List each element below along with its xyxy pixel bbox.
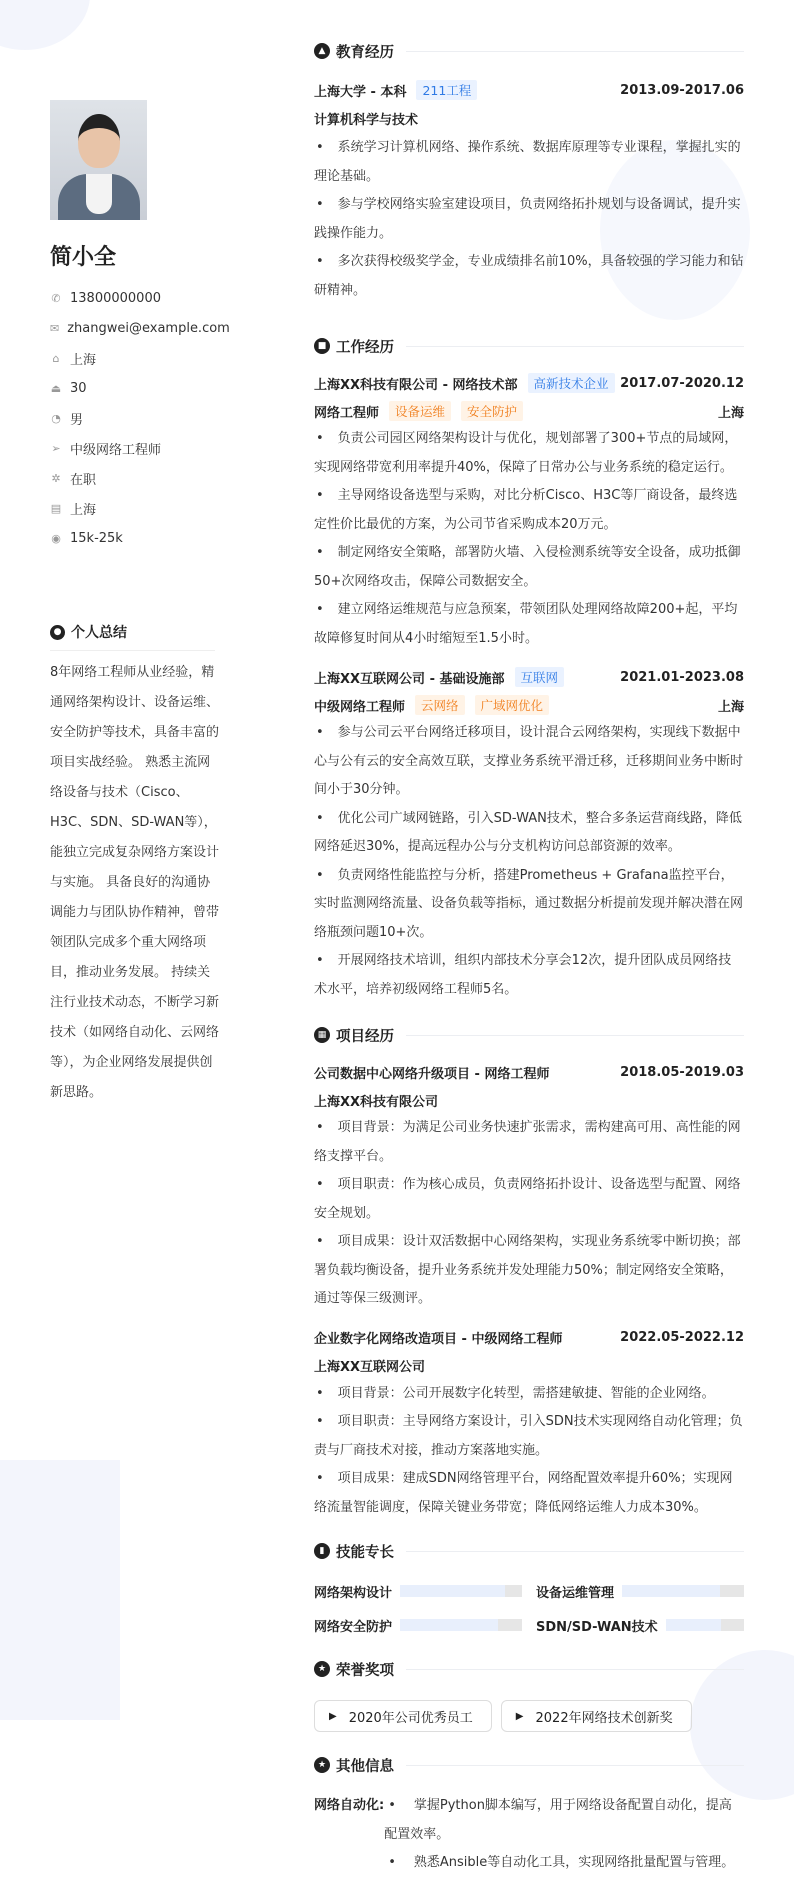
bullet-item: • 参与学校网络实验室建设项目，负责网络拓扑规划与设备调试，提升实践操作能力。 — [314, 191, 744, 248]
skill-bar-fill — [622, 1585, 720, 1597]
skill-name: 网络安全防护 — [314, 1619, 393, 1635]
avatar-photo — [50, 100, 147, 220]
role: 中级网络工程师 — [314, 699, 406, 715]
bullet-item: • 熟悉Ansible等自动化工具，实现网络批量配置与管理。 — [384, 1849, 744, 1878]
section-title: 荣誉奖项 — [336, 1662, 394, 1679]
bullet-item: • 项目成果：建成SDN网络管理平台，网络配置效率提升60%；实现网络流量智能调度，保障关键业务带宽；降低网络运维人力成本30%。 — [314, 1465, 744, 1522]
projects-heading — [314, 1024, 744, 1046]
bullet-item: • 项目成果：设计双活数据中心网络架构，实现业务系统零中断切换；部署负载均衡设备，提升业务系统并发处理能力50%；制定网络安全策略，通过等保三级测评。 — [314, 1228, 744, 1314]
award-icon: ★ — [314, 1661, 330, 1677]
bullet-item: • 负责公司园区网络架构设计与优化，规划部署了300+节点的局域网，实现网络带宽利用率提升40%，保障了日常办公与业务系统的稳定运行。 — [314, 425, 744, 482]
job-bullets — [314, 425, 744, 653]
graduation-cap-icon: ▲ — [314, 43, 330, 59]
contact-value: 男 — [70, 412, 84, 428]
bullet-item: • 制定网络安全策略，部署防火墙、入侵检测系统等安全设备，成功抵御50+次网络攻击，保障公司数据安全。 — [314, 539, 744, 596]
project-bullets — [314, 1114, 744, 1314]
job-date: 2021.01-2023.08 — [620, 669, 744, 685]
job-left — [314, 667, 564, 687]
award-label: 2020年公司优秀员工 — [348, 1710, 473, 1726]
bullet-item: • 建立网络运维规范与应急预案，带领团队处理网络故障200+起，平均故障修复时间从4小时缩短至1.5小时。 — [314, 596, 744, 653]
bullet-item: • 主导网络设备选型与采购，对比分析Cisco、H3C等厂商设备，最终选定性价比最优的方案，为公司节省采购成本20万元。 — [314, 482, 744, 539]
award-label: 2022年网络技术创新奖 — [535, 1710, 673, 1726]
bullet-item: • 项目背景：公司开展数字化转型，需搭建敏捷、智能的企业网络。 — [314, 1380, 744, 1409]
project-date: 2018.05-2019.03 — [620, 1064, 744, 1080]
award-badge — [501, 1700, 692, 1732]
bullet-item: • 多次获得校级奖学金，专业成绩排名前10%，具备较强的学习能力和钻研精神。 — [314, 248, 744, 305]
skill-item — [314, 1580, 522, 1602]
awards-heading — [314, 1658, 744, 1680]
job-header — [314, 663, 744, 691]
skill-bar-fill — [400, 1619, 498, 1631]
project-org: 上海XX科技有限公司 — [314, 1094, 439, 1110]
salary-icon: ◉ — [51, 531, 61, 545]
section-title: 其他信息 — [336, 1758, 394, 1775]
skill-name: 网络架构设计 — [314, 1585, 393, 1601]
skill-name: SDN/SD-WAN技术 — [536, 1619, 658, 1635]
play-triangle-icon: ▶ — [329, 1710, 337, 1722]
phone-icon: ✆ — [51, 291, 61, 305]
skill-tag: 广域网优化 — [475, 695, 550, 715]
candidate-name: 简小全 — [50, 245, 117, 270]
building-icon: ▤ — [50, 501, 62, 515]
major: 计算机科学与技术 — [314, 112, 419, 128]
play-triangle-icon: ▶ — [515, 1710, 524, 1722]
project-date: 2022.05-2022.12 — [620, 1330, 744, 1345]
skill-tag: 云网络 — [415, 695, 465, 715]
contact-row — [50, 433, 220, 463]
project-entry — [314, 1324, 744, 1523]
summary-heading — [50, 622, 215, 651]
contact-value: zhangwei@example.com — [67, 320, 230, 336]
skill-name: 设备运维管理 — [536, 1585, 615, 1601]
contact-value: 13800000000 — [70, 290, 161, 306]
contact-row — [50, 283, 220, 313]
skill-item — [536, 1580, 744, 1602]
summary-text: 8年网络工程师从业经验，精通网络架构设计、设备运维、安全防护等技术，具备丰富的项目实战经验。 熟悉主流网络设备与技术（Cisco、H3C、SDN、SD-WAN等），能独立完成复杂网络方案设计与实施。 具备良好的沟通协调能力与团队协作精神，曾带领团队完成多个重大网络项目，推动业务发展。 持续关注行业技术动态，不断学习新技术（如网络自动化、云网络等），为企业网络发展提供创新思路。 — [50, 665, 220, 1100]
section-title: 教育经历 — [336, 44, 394, 61]
skill-bar — [622, 1585, 744, 1597]
job-role-row — [314, 397, 744, 425]
bullet-item: • 掌握Python脚本编写，用于网络设备配置自动化，提高配置效率。 — [384, 1792, 744, 1849]
project-name: 企业数字化网络改造项目 - 中级网络工程师 — [314, 1332, 563, 1347]
job-entry — [314, 369, 744, 653]
skills-heading — [314, 1540, 744, 1562]
company: 上海XX互联网公司 - 基础设施部 — [314, 671, 505, 687]
skill-bar — [666, 1619, 744, 1631]
gender-icon: ◔ — [51, 411, 61, 425]
bullet-item: • 项目职责：作为核心成员，负责网络拓扑设计、设备选型与配置、网络安全规划。 — [314, 1171, 744, 1228]
company: 上海XX科技有限公司 - 网络技术部 — [314, 377, 518, 393]
bar-chart-icon: ▮ — [314, 1543, 330, 1559]
project-header — [314, 1324, 744, 1352]
status-icon: ✲ — [51, 471, 61, 485]
contact-row — [50, 403, 220, 433]
project-org-row — [314, 1352, 744, 1380]
role-left — [314, 695, 549, 715]
job-role-row — [314, 691, 744, 719]
profile-sidebar — [50, 100, 230, 553]
project-header — [314, 1058, 744, 1086]
job-date: 2017.07-2020.12 — [620, 375, 744, 391]
job-left — [314, 373, 615, 393]
project-entry — [314, 1058, 744, 1314]
skill-tag: 安全防护 — [461, 401, 523, 421]
bullet-item: • 负责网络性能监控与分析，搭建Prometheus + Grafana监控平台，实时监测网络流量、设备负载等指标，通过数据分析提前发现并解决潜在网络瓶颈问题10+次。 — [314, 862, 744, 948]
section-title: 技能专长 — [336, 1544, 394, 1561]
user-icon: ● — [50, 625, 65, 640]
contact-row — [50, 343, 220, 373]
contact-value: 15k-25k — [70, 530, 123, 546]
city: 上海 — [717, 699, 744, 715]
company-tag: 互联网 — [515, 667, 565, 687]
contact-value: 中级网络工程师 — [70, 442, 162, 458]
role: 网络工程师 — [314, 405, 380, 421]
city: 上海 — [717, 405, 744, 421]
school-tag: 211工程 — [416, 80, 477, 100]
contact-value: 在职 — [70, 472, 97, 488]
star-icon: ★ — [314, 1757, 330, 1773]
bullet-item: • 开展网络技术培训，组织内部技术分享会12次，提升团队成员网络技术水平，培养初级网络工程师5名。 — [314, 947, 744, 1004]
contact-row — [50, 523, 220, 553]
main-content — [314, 40, 744, 1878]
school: 上海大学 - 本科 — [314, 84, 407, 100]
skill-bar — [400, 1619, 522, 1631]
education-heading — [314, 40, 744, 62]
contact-value: 30 — [70, 380, 87, 396]
section-title: 工作经历 — [336, 339, 394, 356]
bullet-item: • 项目职责：主导网络方案设计，引入SDN技术实现网络自动化管理；负责与厂商技术对接，推动方案落地实施。 — [314, 1408, 744, 1465]
project-bullets — [314, 1380, 744, 1523]
mail-icon: ✉ — [50, 321, 60, 335]
other-heading — [314, 1754, 744, 1776]
role-left — [314, 401, 523, 421]
award-badge — [314, 1700, 492, 1732]
contact-value: 上海 — [70, 352, 97, 368]
project-org: 上海XX互联网公司 — [314, 1360, 426, 1375]
company-tag: 高新技术企业 — [528, 373, 615, 393]
bullet-item: • 系统学习计算机网络、操作系统、数据库原理等专业课程，掌握扎实的理论基础。 — [314, 134, 744, 191]
skill-item — [536, 1614, 744, 1636]
skill-bar-fill — [400, 1585, 505, 1597]
edu-date: 2013.09-2017.06 — [620, 82, 744, 98]
job-bullets — [314, 719, 744, 1004]
work-heading — [314, 335, 744, 357]
home-icon: ⌂ — [52, 351, 60, 365]
contact-row — [50, 373, 220, 403]
job-header — [314, 369, 744, 397]
contact-value: 上海 — [70, 502, 97, 518]
job-entry — [314, 663, 744, 1004]
project-name: 公司数据中心网络升级项目 - 网络工程师 — [314, 1066, 550, 1082]
age-icon: ⏏ — [50, 381, 62, 395]
summary-title: 个人总结 — [71, 625, 127, 641]
briefcase-icon: ■ — [314, 338, 330, 354]
contact-row — [50, 463, 220, 493]
bullet-item: • 优化公司广域网链路，引入SD-WAN技术，整合多条运营商线路，降低网络延迟30%，提高远程办公与分支机构访问总部资源的效率。 — [314, 805, 744, 862]
send-icon: ➢ — [51, 441, 61, 455]
skill-item — [314, 1614, 522, 1636]
bullet-item: • 参与公司云平台网络迁移项目，设计混合云网络架构，实现线下数据中心与公有云的安全高效互联，支撑业务系统平滑迁移，迁移期间业务中断时间小于30分钟。 — [314, 719, 744, 805]
contact-row — [50, 313, 230, 343]
section-title: 项目经历 — [336, 1028, 394, 1045]
contact-row — [50, 493, 220, 523]
bullet-item: • 项目背景：为满足公司业务快速扩张需求，需构建高可用、高性能的网络支撑平台。 — [314, 1114, 744, 1171]
grid-icon: ▦ — [314, 1027, 330, 1043]
skill-tag: 设备运维 — [389, 401, 451, 421]
skill-bar-fill — [666, 1619, 721, 1631]
project-org-row — [314, 1086, 744, 1114]
skill-bar — [400, 1585, 522, 1597]
other-label: 网络自动化: — [314, 1798, 385, 1813]
